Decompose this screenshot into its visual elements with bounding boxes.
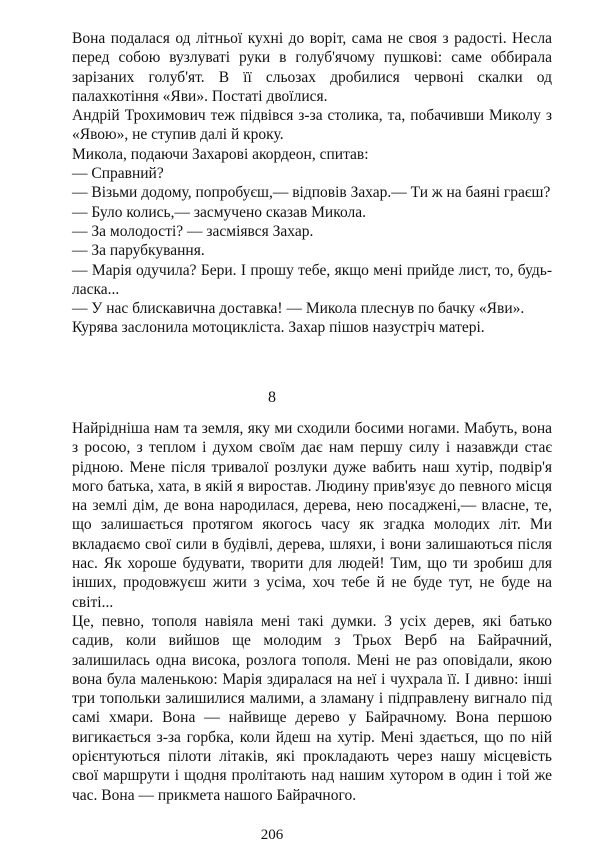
dialogue-line: — Справний?: [72, 165, 164, 183]
text-block-top: [72, 29, 552, 338]
paragraph: Андрій Трохимович теж підвівся з-за столика, та, побачивши Миколу з «Явою», не ступив далі й кроку.: [72, 107, 552, 144]
dialogue-line: — Марія одучила? Бери. І прошу тебе, якщо мені прийде лист, то, будь-ласка...: [72, 261, 552, 298]
paragraph: Микола, подаючи Захарові акордеон, спитав:: [72, 145, 369, 163]
dialogue-line: — За парубкування.: [72, 242, 205, 260]
dialogue-line: — У нас блискавична доставка! — Микола плеснув по бачку «Яви».: [72, 300, 525, 318]
paragraph: Це, певно, тополя навіяла мені такі думки. З усіх дерев, які батько садив, коли вийшов ще молодим з Трьох Верб на Байрачний, залишилась одна висока, розлога тополя. Мені не раз оповідали, якою вона була маленькою: Марія здиралася на неї і чухрала її. І дивно: інші три топольки залишилися малими, а зламану і підправлену вигнало під самі хмари. Вона — найвище дерево у Байрачному. Вона першою вигикається з-за горбка, коли йдеш на хутір. Мені здається, що по ній орієнтуються пілоти літаків, які прокладають через нашу місцевість свої маршрути і щодня пролітають над нашим хутором в один і той же час. Вона — прикмета нашого Байрачного.: [72, 612, 552, 804]
chapter-number: 8: [268, 389, 276, 406]
paragraph: Найрідніша нам та земля, яку ми сходили босими ногами. Мабуть, вона з росою, з теплом і духом своїм дає нам першу силу і назавжди стає рідною. Мене після тривалої розлуки дуже вабить наш хутір, подвір'я мого батька, хата, в якій я виростав. Людину прив'язує до певного місця на землі дім, де вона народилася, дерева, нею посаджені,— власне, те, що залишається протягом якогось часу як згадка молодих літ. Ми вкладаємо свої сили в будівлі, дерева, шляхи, і вони залишаються після нас. Як хороше будувати, творити для людей! Тим, що ти зробиш для інших, продовжуєш жити з усіма, хоч тебе й не буде тут, не буде на світі...: [72, 420, 552, 611]
text-block-bottom: [72, 419, 552, 805]
paragraph: Вона подалася од літньої кухні до воріт, сама не своя з радості. Несла перед собою вузлуваті руки в голуб'ячому пушкові: саме оббирала зарізаних голуб'ят. В її сльозах дробилися червоні скалки од палахкотіння «Яви». Постаті двоїлися.: [72, 30, 552, 105]
dialogue-line: — Було колись,— засмучено сказав Микола.: [72, 203, 366, 221]
paragraph: Курява заслонила мотоцикліста. Захар пішов назустріч матері.: [72, 319, 485, 337]
dialogue-line: — Візьми додому, попробуєш,— відповів Захар.— Ти ж на баяні граєш?: [72, 184, 551, 202]
page-number: 206: [260, 827, 284, 843]
dialogue-line: — За молодості? — засміявся Захар.: [72, 222, 314, 240]
